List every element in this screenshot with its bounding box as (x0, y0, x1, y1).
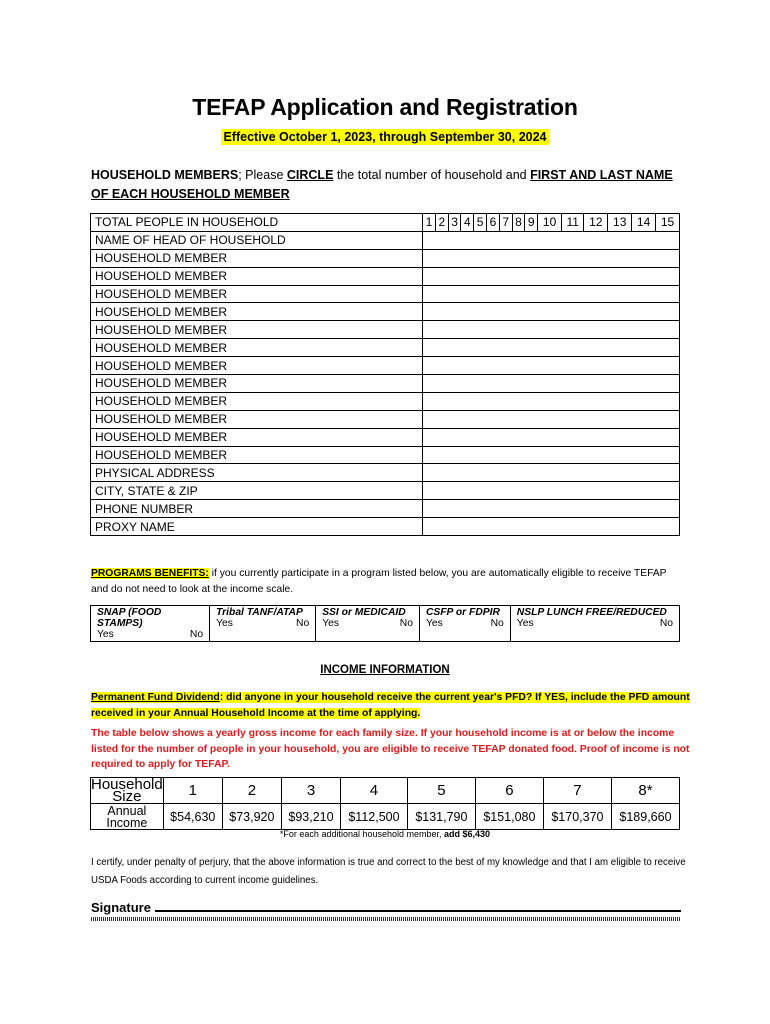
physical-address-row (91, 464, 680, 482)
additional-member-note (0, 829, 770, 839)
program-cell (210, 606, 316, 642)
household-member-label: HOUSEHOLD MEMBER (91, 410, 423, 428)
no-option[interactable]: No (490, 618, 504, 629)
program-name: CSFP or FDPIR (425, 607, 500, 618)
household-count-option[interactable]: 2 (435, 214, 448, 232)
household-member-row (91, 285, 680, 303)
no-option[interactable]: No (659, 618, 673, 629)
household-member-field[interactable] (423, 446, 680, 464)
income-limit-value: $93,210 (281, 804, 340, 830)
physical-address-field[interactable] (423, 464, 680, 482)
yes-no-options (426, 618, 504, 629)
signature-field[interactable] (155, 899, 681, 912)
household-count-option[interactable]: 4 (461, 214, 474, 232)
household-member-row (91, 339, 680, 357)
program-name: NSLP LUNCH FREE/REDUCED (516, 607, 667, 618)
household-count-option[interactable]: 8 (512, 214, 525, 232)
instruction-text: ; Please (238, 168, 287, 182)
dotted-rule (91, 917, 681, 921)
proxy-name-field[interactable] (423, 518, 680, 536)
income-limit-value: $151,080 (475, 804, 543, 830)
programs-text: if you currently participate in a program listed below, you are automatically eligible to receive TEFAP and do not need to look at the income scale. (91, 568, 667, 595)
annual-income-row (91, 804, 680, 830)
total-people-row (91, 214, 680, 232)
program-name: SSI or MEDICAID (322, 607, 406, 618)
household-member-label: HOUSEHOLD MEMBER (91, 392, 423, 410)
program-cell (419, 606, 510, 642)
household-count-option[interactable]: 6 (487, 214, 500, 232)
household-member-label: HOUSEHOLD MEMBER (91, 267, 423, 285)
household-member-label: HOUSEHOLD MEMBER (91, 375, 423, 393)
household-members-label: HOUSEHOLD MEMBERS (91, 168, 239, 182)
head-of-household-field[interactable] (423, 231, 680, 249)
household-count-option[interactable]: 5 (474, 214, 487, 232)
pfd-question (91, 690, 691, 722)
proxy-name-row (91, 518, 680, 536)
household-member-label: HOUSEHOLD MEMBER (91, 285, 423, 303)
household-member-row (91, 357, 680, 375)
household-member-field[interactable] (423, 267, 680, 285)
household-member-row (91, 428, 680, 446)
income-eligibility-note: The table below shows a yearly gross income for each family size. If your household income is at or below the income listed for the number of people in your household, you are eligible to receive TEFAP donated food. Proof of income is not required to apply for TEFAP. (91, 728, 690, 770)
household-count-option[interactable]: 14 (632, 214, 656, 232)
household-size-value: 3 (281, 778, 340, 804)
household-member-field[interactable] (423, 375, 680, 393)
household-count-option[interactable]: 10 (538, 214, 562, 232)
household-count-option[interactable]: 13 (608, 214, 632, 232)
phone-number-field[interactable] (423, 500, 680, 518)
household-count-option[interactable]: 1 (423, 214, 436, 232)
program-cell (316, 606, 420, 642)
household-size-row (91, 778, 680, 804)
yes-no-options (97, 629, 203, 640)
yes-no-options (322, 618, 413, 629)
household-member-label: HOUSEHOLD MEMBER (91, 446, 423, 464)
household-member-row (91, 375, 680, 393)
effective-dates (0, 128, 770, 146)
income-limit-value: $73,920 (222, 804, 281, 830)
yes-option[interactable]: Yes (322, 618, 339, 629)
household-count-option[interactable]: 15 (656, 214, 680, 232)
effective-dates-text: Effective October 1, 2023, through September 30, 2024 (223, 130, 547, 144)
household-count-option[interactable]: 9 (525, 214, 538, 232)
no-option[interactable]: No (399, 618, 413, 629)
no-option[interactable]: No (189, 629, 204, 640)
income-limit-value: $131,790 (407, 804, 475, 830)
footnote-amount: add $6,430 (444, 829, 491, 839)
yes-option[interactable]: Yes (516, 618, 534, 629)
footnote-text: *For each additional household member, (279, 829, 445, 839)
household-table (90, 213, 680, 536)
programs-row (91, 606, 680, 642)
household-member-field[interactable] (423, 321, 680, 339)
household-member-field[interactable] (423, 357, 680, 375)
yes-option[interactable]: Yes (97, 629, 114, 640)
yes-no-options (216, 618, 309, 629)
household-member-row (91, 267, 680, 285)
total-people-label: TOTAL PEOPLE IN HOUSEHOLD (91, 214, 423, 232)
household-count-option[interactable]: 12 (584, 214, 608, 232)
program-cell (510, 606, 679, 642)
household-member-field[interactable] (423, 410, 680, 428)
head-of-household-row (91, 231, 680, 249)
household-member-row (91, 303, 680, 321)
household-count-option[interactable]: 3 (448, 214, 461, 232)
income-limit-value: $170,370 (543, 804, 611, 830)
household-member-label: HOUSEHOLD MEMBER (91, 339, 423, 357)
proxy-name-label: PROXY NAME (91, 518, 423, 536)
household-member-label: HOUSEHOLD MEMBER (91, 321, 423, 339)
income-limit-value: $112,500 (341, 804, 408, 830)
household-size-label: Household Size (91, 775, 163, 805)
program-name: Tribal TANF/ATAP (216, 607, 303, 618)
programs-intro (91, 566, 681, 598)
household-member-label: HOUSEHOLD MEMBER (91, 303, 423, 321)
phone-number-label: PHONE NUMBER (91, 500, 423, 518)
household-member-row (91, 392, 680, 410)
household-size-value: 6 (475, 778, 543, 804)
household-member-label: HOUSEHOLD MEMBER (91, 357, 423, 375)
household-size-value: 1 (163, 778, 222, 804)
programs-heading: PROGRAMS BENEFITS: (91, 568, 209, 579)
city-state-zip-field[interactable] (423, 482, 680, 500)
household-size-value: 7 (543, 778, 611, 804)
household-member-field[interactable] (423, 249, 680, 267)
household-member-label: HOUSEHOLD MEMBER (91, 428, 423, 446)
household-member-field[interactable] (423, 285, 680, 303)
income-limit-value: $189,660 (611, 804, 679, 830)
signature-line[interactable] (91, 899, 681, 915)
certification-statement: I certify, under penalty of perjury, that the above information is true and correct to the best of my knowledge and that I am eligible to receive USDA Foods according to current income guidelines. (91, 857, 686, 886)
household-count-option[interactable]: 11 (562, 214, 584, 232)
income-heading: INCOME INFORMATION (320, 664, 450, 676)
city-state-zip-row (91, 482, 680, 500)
household-member-row (91, 410, 680, 428)
household-instructions (91, 166, 691, 204)
household-member-field[interactable] (423, 303, 680, 321)
signature-label: Signature (91, 900, 151, 915)
annual-income-label: Annual Income (91, 804, 164, 830)
no-option[interactable]: No (296, 618, 310, 629)
household-size-value: 2 (222, 778, 281, 804)
program-name: SNAP (FOOD STAMPS) (97, 607, 162, 629)
page-title: TEFAP Application and Registration (192, 94, 578, 120)
city-state-zip-label: CITY, STATE & ZIP (91, 482, 423, 500)
program-cell (91, 606, 210, 642)
yes-option[interactable]: Yes (425, 618, 443, 629)
household-member-field[interactable] (423, 392, 680, 410)
pfd-text: : did anyone in your household receive the current year's PFD? If YES, include the PFD amount received in your Annual Household Income at the time of applying. (91, 692, 690, 719)
household-member-row (91, 446, 680, 464)
household-member-field[interactable] (423, 428, 680, 446)
physical-address-label: PHYSICAL ADDRESS (91, 464, 423, 482)
first-last-name-label: FIRST AND LAST NAME OF EACH HOUSEHOLD MEMBER (91, 168, 673, 201)
household-member-label: HOUSEHOLD MEMBER (91, 249, 423, 267)
income-table (90, 777, 680, 830)
yes-option[interactable]: Yes (216, 618, 233, 629)
household-member-field[interactable] (423, 339, 680, 357)
household-member-row (91, 321, 680, 339)
instruction-text: the total number of household and (333, 168, 531, 182)
head-of-household-label: NAME OF HEAD OF HOUSEHOLD (91, 231, 423, 249)
household-size-value: 5 (407, 778, 475, 804)
phone-number-row (91, 500, 680, 518)
pfd-label: Permanent Fund Dividend (91, 692, 220, 703)
household-size-value: 8* (611, 778, 679, 804)
household-count-option[interactable]: 7 (499, 214, 512, 232)
income-limit-value: $54,630 (163, 804, 222, 830)
programs-table (90, 605, 680, 642)
household-size-value: 4 (341, 778, 408, 804)
yes-no-options (517, 618, 673, 629)
household-member-row (91, 249, 680, 267)
circle-word: CIRCLE (286, 168, 334, 182)
